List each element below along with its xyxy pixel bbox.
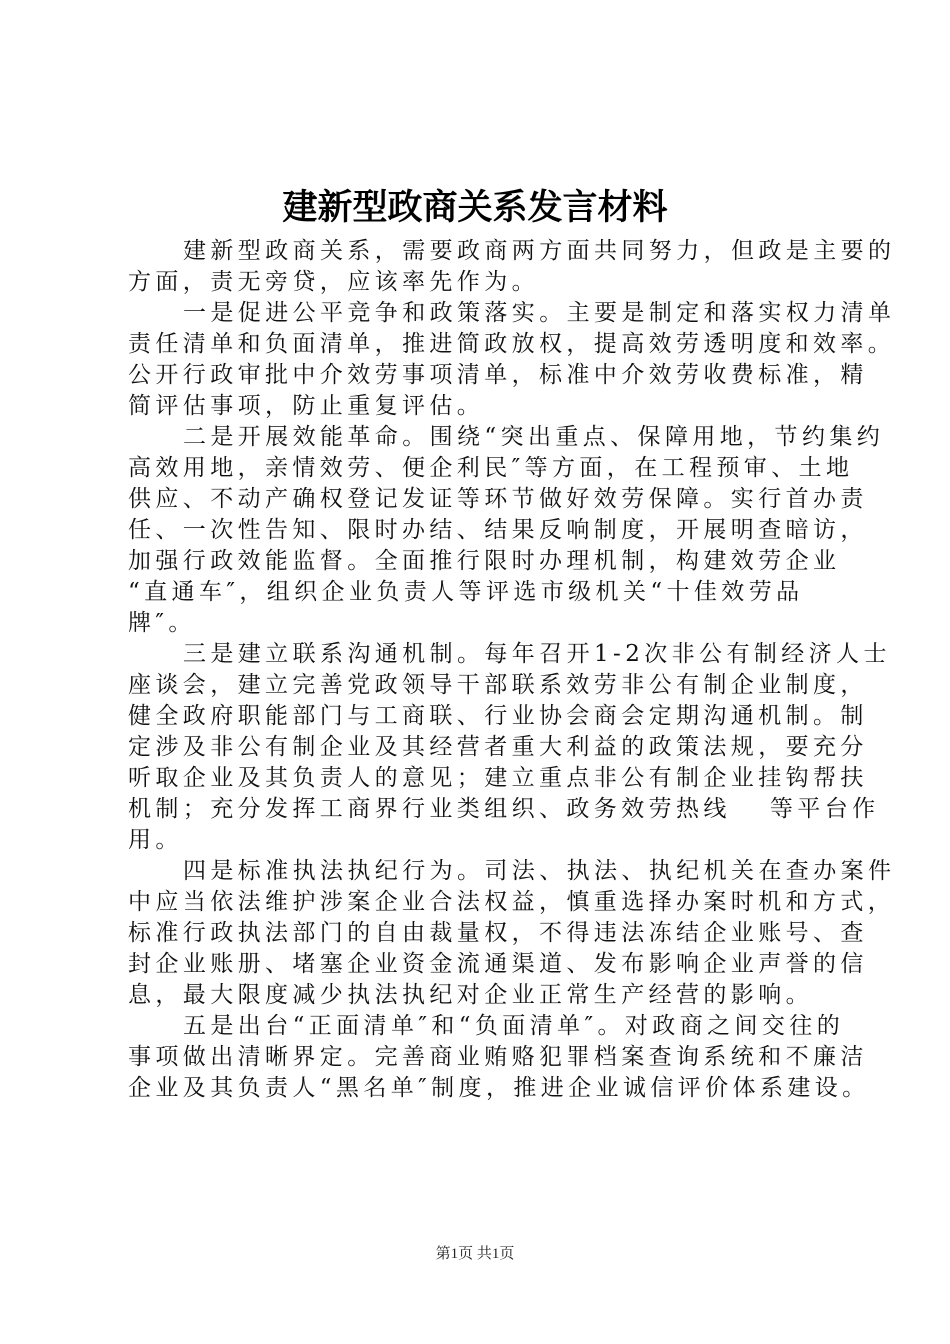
paragraph-point-4 xyxy=(128,856,896,1011)
document-body xyxy=(128,236,896,1104)
text-line: 座谈会，建立完善党政领导干部联系效劳非公有制企业制度， xyxy=(128,672,868,698)
text-line: 企业及其负责人“黑名单″制度，推进企业诚信评价体系建设。 xyxy=(128,1075,870,1101)
text-line: 方面，责无旁贷，应该率先作为。 xyxy=(128,269,539,295)
text-line: 供应、不动产确权登记发证等环节做好效劳保障。实行首办责 xyxy=(128,486,868,512)
text-line: 事项做出清晰界定。完善商业贿赂犯罪档案查询系统和不廉洁 xyxy=(128,1044,868,1070)
text-line: 用。 xyxy=(128,827,183,853)
text-line: 二是开展效能革命。围绕“突出重点、保障用地，节约集约 xyxy=(183,424,885,450)
text-line: 简评估事项，防止重复评估。 xyxy=(128,393,485,419)
paragraph-point-1 xyxy=(128,298,896,422)
text-line: 标准行政执法部门的自由裁量权，不得违法冻结企业账号、查 xyxy=(128,920,868,946)
page-number-footer: 第1页 共1页 xyxy=(435,1246,515,1262)
paragraph-point-5 xyxy=(128,1011,870,1104)
text-line: 封企业账册、堵塞企业资金流通渠道、发布影响企业声誉的信 xyxy=(128,951,868,977)
text-line: 加强行政效能监督。全面推行限时办理机制，构建效劳企业 xyxy=(128,548,841,574)
document-title: 建新型政商关系发言材料 xyxy=(282,188,668,228)
text-line: 机制；充分发挥工商界行业类组织、政务效劳热线 等平台作 xyxy=(128,796,880,822)
text-line: 牌″。 xyxy=(128,610,196,636)
text-line: 四是标准执法执纪行为。司法、执法、执纪机关在查办案件 xyxy=(183,858,896,884)
text-line: 责任清单和负面清单，推进简政放权，提高效劳透明度和效率。 xyxy=(128,331,896,357)
text-line: 公开行政审批中介效劳事项清单，标准中介效劳收费标准，精 xyxy=(128,362,868,388)
text-line: 息，最大限度减少执法执纪对企业正常生产经营的影响。 xyxy=(128,982,813,1008)
paragraph-point-3 xyxy=(128,639,891,856)
text-line: 定涉及非公有制企业及其经营者重大利益的政策法规，要充分 xyxy=(128,734,868,760)
text-line: 五是出台“正面清单″和“负面清单″。对政商之间交往的 xyxy=(183,1013,845,1039)
text-line: 一是促进公平竞争和政策落实。主要是制定和落实权力清单 xyxy=(183,300,896,326)
paragraph-intro xyxy=(128,236,896,298)
text-line: 健全政府职能部门与工商联、行业协会商会定期沟通机制。制 xyxy=(128,703,868,729)
text-line: 任、一次性告知、限时办结、结果反响制度，开展明查暗访， xyxy=(128,517,868,543)
paragraph-point-2 xyxy=(128,422,885,639)
text-line: 高效用地，亲情效劳、便企利民″等方面，在工程预审、土地 xyxy=(128,455,854,481)
text-line: 建新型政商关系，需要政商两方面共同努力，但政是主要的 xyxy=(183,238,896,264)
text-line: 听取企业及其负责人的意见；建立重点非公有制企业挂钩帮扶 xyxy=(128,765,868,791)
text-line: 三是建立联系沟通机制。每年召开1-2次非公有制经济人士 xyxy=(183,641,891,667)
text-line: 中应当依法维护涉案企业合法权益，慎重选择办案时机和方式， xyxy=(128,889,896,915)
text-line: “直通车″，组织企业负责人等评选市级机关“十佳效劳品 xyxy=(128,579,804,605)
